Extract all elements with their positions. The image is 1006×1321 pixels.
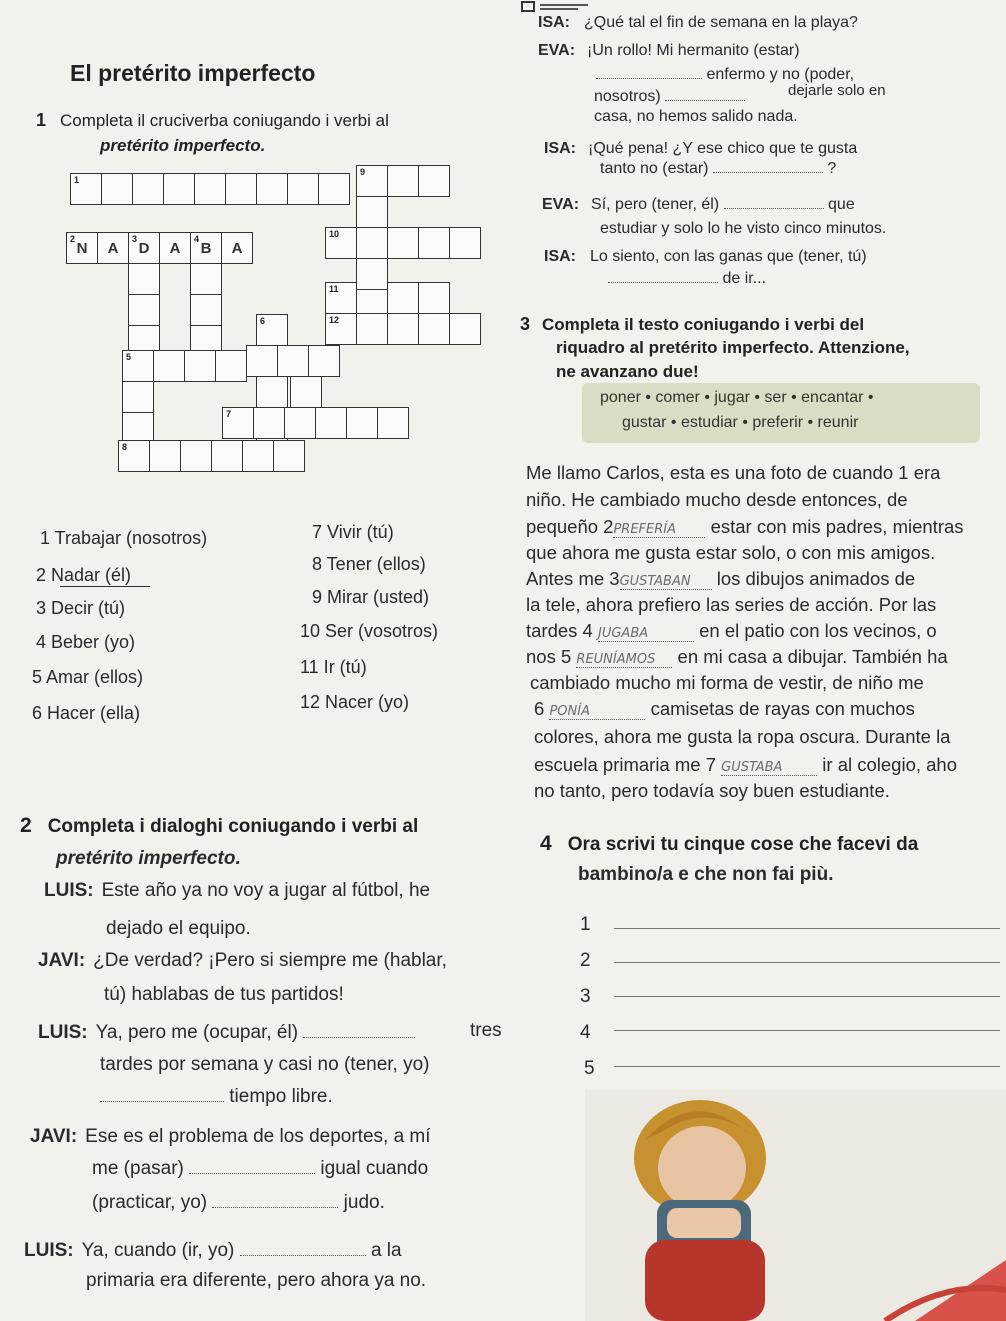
ex2-line [24,1240,402,1262]
ex2-text: judo. [343,1192,385,1213]
dialog-text: ¿Qué tal el fin de semana en la playa? [584,14,858,31]
crossword-cell[interactable] [190,263,222,295]
cell-number-4: 4 [194,234,200,244]
ex3-text: en mi casa a dibujar. También ha [677,646,948,667]
dialog-line [544,140,857,158]
ex3-text: ir al colegio, aho [822,754,958,775]
answer-blank[interactable]: GUSTABA [721,760,817,776]
ex4-instruction [540,832,918,856]
crossword-cell[interactable] [66,232,98,264]
crossword-cell[interactable] [308,345,340,377]
ex2-line [92,1158,428,1180]
crossword-cell[interactable] [122,381,154,413]
cell-number-9: 9 [360,167,366,177]
answer-blank[interactable]: PREFERÍA [613,522,705,538]
ex4-answer-line[interactable] [614,1066,1000,1067]
crossword-cell[interactable] [221,232,253,264]
ex3-text: estar con mis padres, mientras [710,516,964,537]
ex3-text-line: la tele, ahora prefiero las series de acción. Por las [526,594,937,615]
cell-number-8: 8 [122,442,128,452]
answer-blank[interactable] [665,100,745,101]
answer-blank[interactable] [240,1255,366,1256]
page-title: El pretérito imperfecto [70,60,316,86]
dialog-line [600,160,836,178]
ex4-item-number: 1 [580,914,591,935]
ex2-text: tiempo libre. [229,1086,333,1107]
speaker: JAVI: [30,1126,78,1147]
crossword-cell[interactable] [277,345,309,377]
crossword-cell[interactable] [290,376,322,408]
ex3-text-line: cambiado mucho mi forma de vestir, de niño me [530,672,924,693]
crossword-cell[interactable] [128,294,160,326]
crossword-cell[interactable] [356,196,388,228]
crossword-cell[interactable] [418,282,450,314]
ex4-instruction-a: Ora scrivi tu cinque cose che facevi da [567,834,919,855]
ex1-instruction-b: pretérito imperfecto. [100,136,266,155]
ex3-text-line [526,568,915,590]
answer-blank[interactable]: PONÍA [549,704,645,720]
crossword-cell[interactable] [449,227,481,259]
crossword-cell[interactable] [387,227,419,259]
speaker: ISA: [544,140,576,157]
crossword-cell[interactable] [418,165,450,197]
ex3-text-line [534,754,957,776]
ex2-number: 2 [20,814,32,837]
crossword-cell[interactable] [242,440,274,472]
answer-blank[interactable]: GUSTABAN [620,574,712,590]
crossword-cell[interactable] [356,258,388,290]
ex2-text: (practicar, yo) [92,1192,208,1213]
cell-number-12: 12 [329,315,340,325]
ex2-instruction [20,814,418,838]
crossword-cell[interactable] [159,232,191,264]
ex2-line [92,1192,385,1214]
dialog-text: enfermo y no (poder, [706,66,855,83]
ex2-line [44,880,430,902]
crossword-cell[interactable] [325,282,357,314]
answer-blank[interactable] [713,172,823,173]
ex2-line: dejado el equipo. [106,918,251,939]
cell-number-11: 11 [329,284,339,294]
speaker: LUIS: [38,1022,88,1043]
crossword-cell[interactable] [325,227,357,259]
crossword-cell[interactable] [211,440,243,472]
answer-blank[interactable] [724,208,824,209]
crossword-cell[interactable] [325,313,357,345]
ex3-text-line: colores, ahora me gusta la ropa oscura. Durante la [534,726,951,747]
crossword-cell[interactable] [377,407,409,439]
child-photo [585,1090,1006,1321]
speaker: EVA: [542,196,580,213]
clue-2: 2 Nadar (él) [36,565,132,585]
clue-7: 7 Vivir (tú) [312,522,394,542]
crossword-cell[interactable] [194,173,226,205]
ex1-number: 1 [36,110,47,130]
ex4-instruction-b: bambino/a e che non fai più. [578,864,834,885]
ex3-text-line [526,620,937,642]
ex3-text-line [534,698,915,720]
ex2-instruction-a: Completa i dialoghi coniugando i verbi al [47,816,419,837]
ex3-text: tardes 4 [526,620,593,641]
ex2-line [38,950,447,972]
dialog-line [538,14,858,32]
dialog-line [544,248,867,266]
cell-number-7: 7 [226,409,232,419]
crossword-cell[interactable] [122,350,154,382]
ex2-text: me (pasar) [92,1158,184,1179]
ex2-line: tres [470,1020,502,1041]
ex2-text: Ya, pero me (ocupar, él) [95,1022,299,1043]
clue-2-underline [60,586,150,587]
clue-4: 4 Beber (yo) [36,632,136,652]
cell-letter: N [76,240,88,257]
speaker: JAVI: [38,950,86,971]
ex3-text: camisetas de rayas con muchos [650,698,915,719]
dialog-text: dejarle solo en [788,82,886,99]
answer-blank[interactable] [189,1173,315,1174]
ex4-item-number: 5 [584,1058,595,1079]
ex3-text: los dibujos animados de [716,568,916,589]
crossword-grid [0,0,500,480]
ex1-instruction-a: Completa il cruciverba coniugando i verbi al [60,111,389,130]
crossword-cell[interactable] [387,282,419,314]
speaker: EVA: [538,42,576,59]
clue-12: 12 Nacer (yo) [300,692,410,712]
crossword-cell[interactable] [273,440,305,472]
crossword-cell[interactable] [356,165,388,197]
cell-letter: B [200,240,212,257]
ex4-item-number: 3 [580,986,591,1007]
crossword-cell[interactable] [190,294,222,326]
ex3-instruction-a: Completa il testo coniugando i verbi del [542,315,865,334]
dialog-text: tanto no (estar) [600,160,709,177]
crossword-cell[interactable] [287,173,319,205]
clue-10: 10 Ser (vosotros) [300,621,439,641]
answer-blank[interactable]: JUGABA [598,626,694,642]
dialog-text: ¡Qué pena! ¿Y ese chico que te gusta [588,140,858,157]
ex3-text-line [526,646,948,668]
answer-blank[interactable] [212,1207,338,1208]
ex2-instruction-b: pretérito imperfecto. [56,848,241,869]
ex3-instruction-b: riquadro al pretérito imperfecto. Attenzione, [556,338,910,357]
dialog-line [542,196,855,214]
dialog-text: nosotros) [594,88,661,105]
ex4-answer-line[interactable] [614,1030,1000,1031]
crossword-cell[interactable] [149,440,181,472]
ex2-line [30,1126,431,1148]
verb-list-row-2: gustar • estudiar • preferir • reunir [622,414,859,431]
ex3-number: 3 [520,314,531,334]
ex3-text-line: niño. He cambiado mucho desde entonces, de [526,489,908,510]
clue-6: 6 Hacer (ella) [32,703,141,723]
ex3-text: 6 [534,698,545,719]
ex2-text: igual cuando [320,1158,429,1179]
clue-1: 1 Trabajar (nosotros) [40,528,208,548]
clue-8: 8 Tener (ellos) [312,554,426,574]
ex3-text: escuela primaria me 7 [534,754,716,775]
crossword-cell[interactable] [128,232,160,264]
clue-5: 5 Amar (ellos) [32,667,144,687]
dialog-text: Lo siento, con las ganas que (tener, tú) [590,248,867,265]
ex3-instruction [520,314,864,335]
crossword-cell[interactable] [153,350,185,382]
ex4-number: 4 [540,832,552,855]
cell-number-1: 1 [74,175,80,185]
crossword-cell[interactable] [356,313,388,345]
ex3-text: en el patio con los vecinos, o [699,620,937,641]
cell-letter: A [231,240,243,257]
clue-9: 9 Mirar (usted) [312,587,430,607]
dialog-line [608,270,766,288]
answer-blank[interactable]: REUNÍAMOS [576,652,672,668]
clue-11: 11 Ir (tú) [300,657,367,677]
crossword-cell[interactable] [318,173,350,205]
crossword-cell[interactable] [387,165,419,197]
speaker: ISA: [538,14,570,31]
page-corner-icon [518,0,598,14]
answer-blank[interactable] [100,1101,224,1102]
dialog-line [538,42,800,60]
ex3-text-line [526,516,964,538]
cell-letter: D [138,240,150,257]
dialog-line [594,88,745,106]
ex4-answer-line[interactable] [614,928,1000,929]
crossword-cell[interactable] [101,173,133,205]
ex2-line [38,1022,415,1044]
clue-3: 3 Decir (tú) [36,598,126,618]
cell-number-3: 3 [132,234,138,244]
ex2-text: Ya, cuando (ir, yo) [81,1240,235,1261]
cell-number-6: 6 [260,316,266,326]
ex2-text: ¿De verdad? ¡Pero si siempre me (hablar, [93,950,447,971]
cell-number-5: 5 [126,352,132,362]
dialog-text: casa, no hemos salido nada. [594,108,798,125]
dialog-text: de ir... [722,270,767,287]
crossword-cell[interactable] [256,173,288,205]
ex4-item-number: 2 [580,950,591,971]
crossword-cell[interactable] [256,376,288,408]
crossword-cell[interactable] [225,173,257,205]
dialog-line [594,108,798,126]
dialog-text: ? [827,160,837,177]
ex2-line: tú) hablabas de tus partidos! [104,984,344,1005]
crossword-cell[interactable] [246,345,278,377]
answer-blank[interactable] [303,1037,415,1038]
ex2-line [100,1086,333,1108]
answer-blank[interactable] [608,282,718,283]
dialog-text: estudiar y solo lo he visto cinco minutos. [600,220,887,237]
crossword-cell[interactable] [346,407,378,439]
ex2-text: Este año ya no voy a jugar al fútbol, he [101,880,431,901]
ex3-text: pequeño 2 [526,516,614,537]
crossword-cell[interactable] [118,440,150,472]
verb-list-row-1: poner • comer • jugar • ser • encantar • [600,389,874,406]
answer-blank[interactable] [596,78,702,79]
dialog-text: Sí, pero (tener, él) [591,196,720,213]
crossword-cell[interactable] [97,232,129,264]
dialog-line [600,220,886,238]
ex2-text: a la [370,1240,402,1261]
ex3-text-line: no tanto, pero todavía soy buen estudiante. [534,780,890,801]
crossword-cell[interactable] [256,314,288,346]
crossword-cell[interactable] [190,232,222,264]
ex2-line: tardes por semana y casi no (tener, yo) [100,1054,430,1075]
crossword-cell[interactable] [418,313,450,345]
speaker: LUIS: [44,880,94,901]
crossword-cell[interactable] [128,263,160,295]
crossword-cell[interactable] [356,227,388,259]
dialog-text: ¡Un rollo! Mi hermanito (estar) [587,42,800,59]
crossword-cell[interactable] [418,227,450,259]
ex4-item-number: 4 [580,1022,591,1043]
crossword-cell[interactable] [253,407,285,439]
crossword-cell[interactable] [222,407,254,439]
dialog-text: que [828,196,855,213]
ex3-instruction-c: ne avanzano due! [556,362,699,381]
speaker: ISA: [544,248,576,265]
crossword-cell[interactable] [132,173,164,205]
ex2-line: primaria era diferente, pero ahora ya no. [86,1270,427,1291]
crossword-cell[interactable] [180,440,212,472]
cell-number-2: 2 [70,234,76,244]
ex3-text-line: Me llamo Carlos, esta es una foto de cuando 1 era [526,462,941,483]
cell-number-10: 10 [329,229,340,239]
ex2-text: Ese es el problema de los deportes, a mí [85,1126,431,1147]
crossword-cell[interactable] [163,173,195,205]
crossword-cell[interactable] [70,173,102,205]
speaker: LUIS: [24,1240,74,1261]
crossword-cell[interactable] [184,350,216,382]
dialog-line [788,82,886,99]
ex3-text-line: que ahora me gusta estar solo, o con mis amigos. [526,542,936,563]
crossword-cell[interactable] [449,313,481,345]
cell-letter: A [169,240,181,257]
ex3-text: Antes me 3 [526,568,620,589]
crossword-cell[interactable] [284,407,316,439]
crossword-cell[interactable] [387,313,419,345]
crossword-cell[interactable] [215,350,247,382]
cell-letter: A [107,240,119,257]
ex3-text: nos 5 [526,646,572,667]
ex4-answer-line[interactable] [614,962,1000,963]
ex4-answer-line[interactable] [614,996,1000,997]
crossword-cell[interactable] [315,407,347,439]
